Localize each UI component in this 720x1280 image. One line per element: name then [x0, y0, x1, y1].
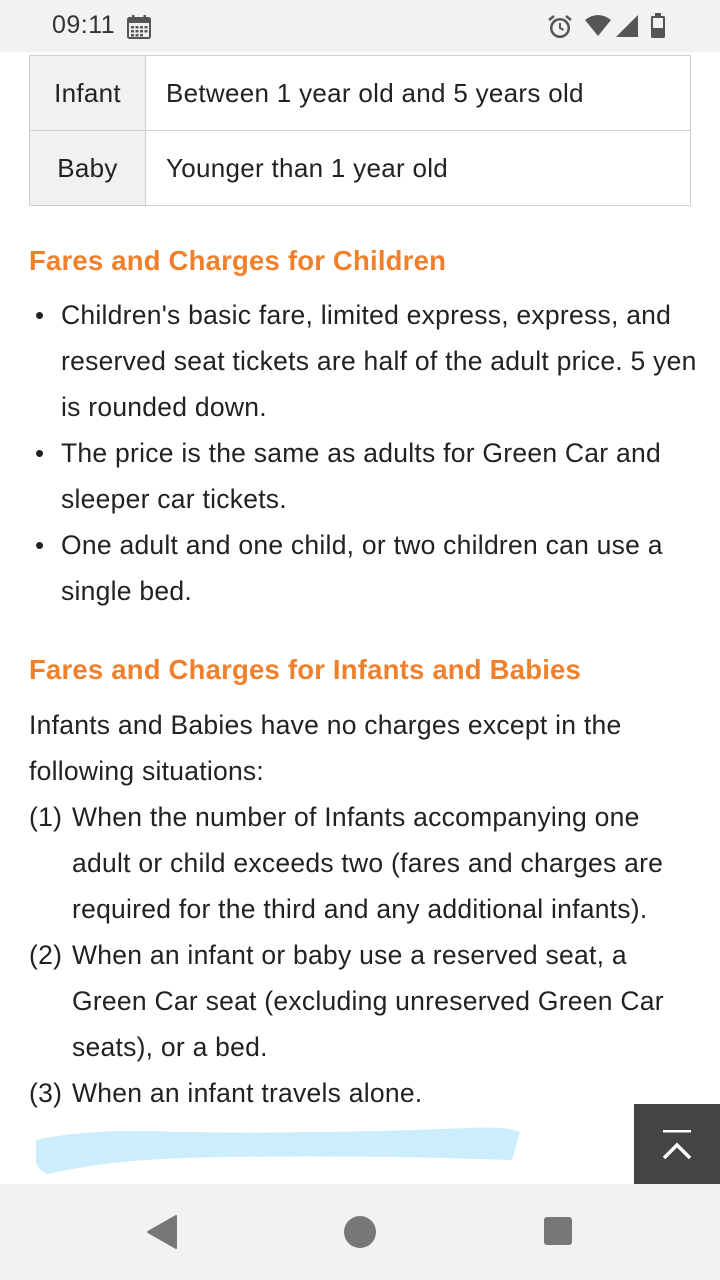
- bullet-icon: •: [35, 438, 45, 468]
- list-item-text: When the number of Infants accompanying one adult or child exceeds two (fares and charges are required for the third and any additional infants).: [72, 802, 664, 924]
- list-item: [29, 522, 699, 614]
- back-icon[interactable]: [146, 1214, 178, 1250]
- table-cell-category: Infant: [30, 56, 146, 131]
- children-fares-heading: Fares and Charges for Children: [29, 245, 447, 276]
- home-icon[interactable]: [343, 1215, 377, 1249]
- table-row: [30, 56, 691, 131]
- calendar-icon: [126, 14, 152, 40]
- battery-icon: [650, 13, 666, 39]
- table-cell-category: Baby: [30, 131, 146, 206]
- list-item-text: When an infant or baby use a reserved seat, a Green Car seat (excluding unreserved Green Car seats), or a bed.: [72, 940, 664, 1062]
- wifi-icon: [584, 14, 612, 38]
- list-item-number: (1): [29, 802, 63, 832]
- system-nav-bar: [0, 1184, 720, 1280]
- bullet-icon: •: [35, 300, 45, 330]
- list-item: [29, 932, 701, 1070]
- list-item: [29, 292, 699, 430]
- alarm-icon: [546, 13, 574, 41]
- list-item: [29, 794, 701, 932]
- age-category-table: [29, 55, 691, 206]
- infant-charge-situations-list: [29, 794, 701, 1116]
- list-item-text: When an infant travels alone.: [72, 1078, 423, 1108]
- list-item-text: Children's basic fare, limited express, express, and reserved seat tickets are half of the adult price. 5 yen is rounded down.: [61, 300, 697, 422]
- page-content[interactable]: [0, 52, 720, 1184]
- bullet-icon: •: [35, 530, 45, 560]
- list-item-text: The price is the same as adults for Green Car and sleeper car tickets.: [61, 438, 661, 514]
- status-bar: [0, 0, 720, 52]
- text-highlight-mark: [28, 1120, 528, 1180]
- signal-icon: [614, 14, 640, 38]
- children-fares-list: [29, 292, 699, 614]
- list-item: [29, 430, 699, 522]
- list-item: [29, 1070, 701, 1116]
- list-item-number: (2): [29, 940, 63, 970]
- table-cell-description: Younger than 1 year old: [146, 131, 691, 206]
- recents-icon[interactable]: [543, 1216, 573, 1246]
- status-time: 09:11: [52, 11, 116, 39]
- table-row: [30, 131, 691, 206]
- infants-fares-heading: Fares and Charges for Infants and Babies: [29, 654, 582, 685]
- table-cell-description: Between 1 year old and 5 years old: [146, 56, 691, 131]
- scroll-to-top-button[interactable]: [634, 1104, 720, 1190]
- list-item-number: (3): [29, 1078, 63, 1108]
- list-item-text: One adult and one child, or two children can use a single bed.: [61, 530, 663, 606]
- infants-intro-text: Infants and Babies have no charges except in the following situations:: [29, 710, 622, 786]
- chevron-up-icon: [634, 1104, 720, 1190]
